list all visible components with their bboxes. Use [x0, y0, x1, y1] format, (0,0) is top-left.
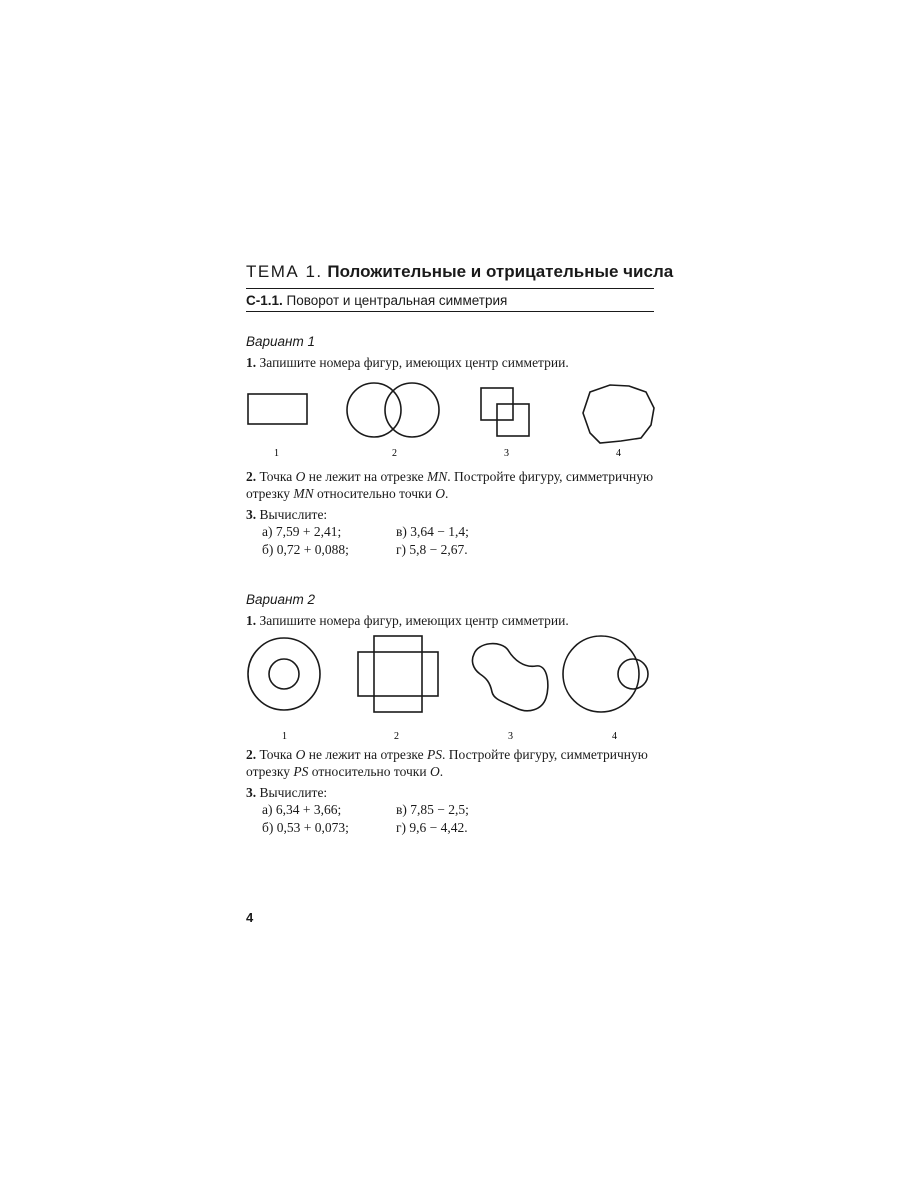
task-text: Запишите номера фигур, имеющих центр симметрии. — [259, 355, 569, 370]
figure-blob — [583, 385, 654, 443]
task-number: 2. — [246, 747, 257, 762]
figure-label-1: 1 — [282, 731, 287, 742]
calc-item-g: г) 5,8 − 2,67. — [396, 542, 468, 557]
task-number: 3. — [246, 507, 257, 522]
figure-blob — [472, 644, 547, 711]
task-text: Точка — [259, 469, 296, 484]
figure-circle-right — [385, 383, 439, 437]
task-text: не лежит на отрезке — [305, 469, 427, 484]
task-number: 2. — [246, 469, 257, 484]
task-text: относительно точки — [308, 764, 430, 779]
section-code: С-1.1. — [246, 293, 283, 308]
task-text: не лежит на отрезке — [305, 747, 427, 762]
calc-item-b: б) 0,72 + 0,088; — [262, 542, 349, 557]
segment-label: MN — [427, 469, 448, 484]
figure-label-1: 1 — [274, 448, 279, 459]
figure-label-2: 2 — [392, 448, 397, 459]
task-text: . — [439, 764, 444, 779]
variant-2-calc-row-1 — [262, 802, 469, 818]
figure-label-4: 4 — [612, 731, 617, 742]
figure-label-3: 3 — [504, 448, 509, 459]
variant-2-heading: Вариант 2 — [246, 592, 315, 607]
variant-2-calc-row-2 — [262, 820, 468, 836]
segment-label: PS — [293, 764, 309, 779]
topic-header — [246, 262, 674, 288]
figure-square-cross-horizontal — [358, 652, 438, 696]
calc-item-a: а) 6,34 + 3,66; — [262, 802, 342, 817]
variant-1-calc-row-2 — [262, 542, 468, 558]
point-label: O — [295, 469, 306, 484]
calc-item-b: б) 0,53 + 0,073; — [262, 820, 349, 835]
task-number: 1. — [246, 355, 257, 370]
calc-item-v: в) 7,85 − 2,5; — [396, 802, 469, 817]
calc-item-v: в) 3,64 − 1,4; — [396, 524, 469, 539]
task-text: Точка — [259, 747, 296, 762]
worksheet-page — [246, 262, 674, 835]
variant-2-task-2 — [246, 746, 656, 780]
variant-1-task-1 — [246, 354, 656, 371]
topic-title: Положительные и отрицательные числа — [327, 262, 674, 281]
point-label: O — [295, 747, 306, 762]
variant-1-figures — [246, 380, 656, 458]
figure-label-4: 4 — [616, 448, 621, 459]
task-text: . — [444, 486, 449, 501]
section-title: Поворот и центральная симметрия — [286, 293, 508, 308]
variant-2-task-1 — [246, 612, 656, 629]
task-number: 3. — [246, 785, 257, 800]
variant-1-task-2 — [246, 468, 656, 502]
task-number: 1. — [246, 613, 257, 628]
segment-label: PS — [427, 747, 442, 762]
section-heading — [246, 289, 654, 311]
calc-item-a: а) 7,59 + 2,41; — [262, 524, 342, 539]
segment-label: MN — [293, 486, 314, 501]
page-number: 4 — [246, 910, 254, 925]
point-label: O — [429, 764, 440, 779]
figure-ring-outer — [248, 638, 320, 710]
task-text: относительно точки — [313, 486, 436, 501]
variant-2-figures — [246, 634, 656, 744]
variant-2-task-3 — [246, 784, 656, 801]
figure-label-3: 3 — [508, 731, 513, 742]
calc-item-g: г) 9,6 − 4,42. — [396, 820, 468, 835]
figure-label-2: 2 — [394, 731, 399, 742]
task-text: Запишите номера фигур, имеющих центр симметрии. — [259, 613, 569, 628]
variant-1-task-3 — [246, 506, 656, 523]
topic-number: ТЕМА 1. — [246, 262, 323, 281]
figure-circle-large — [563, 636, 639, 712]
figure-rectangle — [248, 394, 307, 424]
figure-square-cross-vertical — [374, 636, 422, 712]
task-text: . Постройте фигуру, симметричную отрезку — [246, 747, 648, 779]
section-rule — [246, 311, 654, 312]
figure-ring-inner — [269, 659, 299, 689]
variant-1-heading: Вариант 1 — [246, 334, 315, 349]
task-text: Вычислите: — [259, 507, 328, 522]
task-text: Вычислите: — [259, 785, 328, 800]
task-text: . Постройте фигуру, симметричную отрезку — [246, 469, 654, 501]
variant-1-calc-row-1 — [262, 524, 469, 540]
figure-circle-small — [618, 659, 648, 689]
point-label: O — [435, 486, 445, 501]
